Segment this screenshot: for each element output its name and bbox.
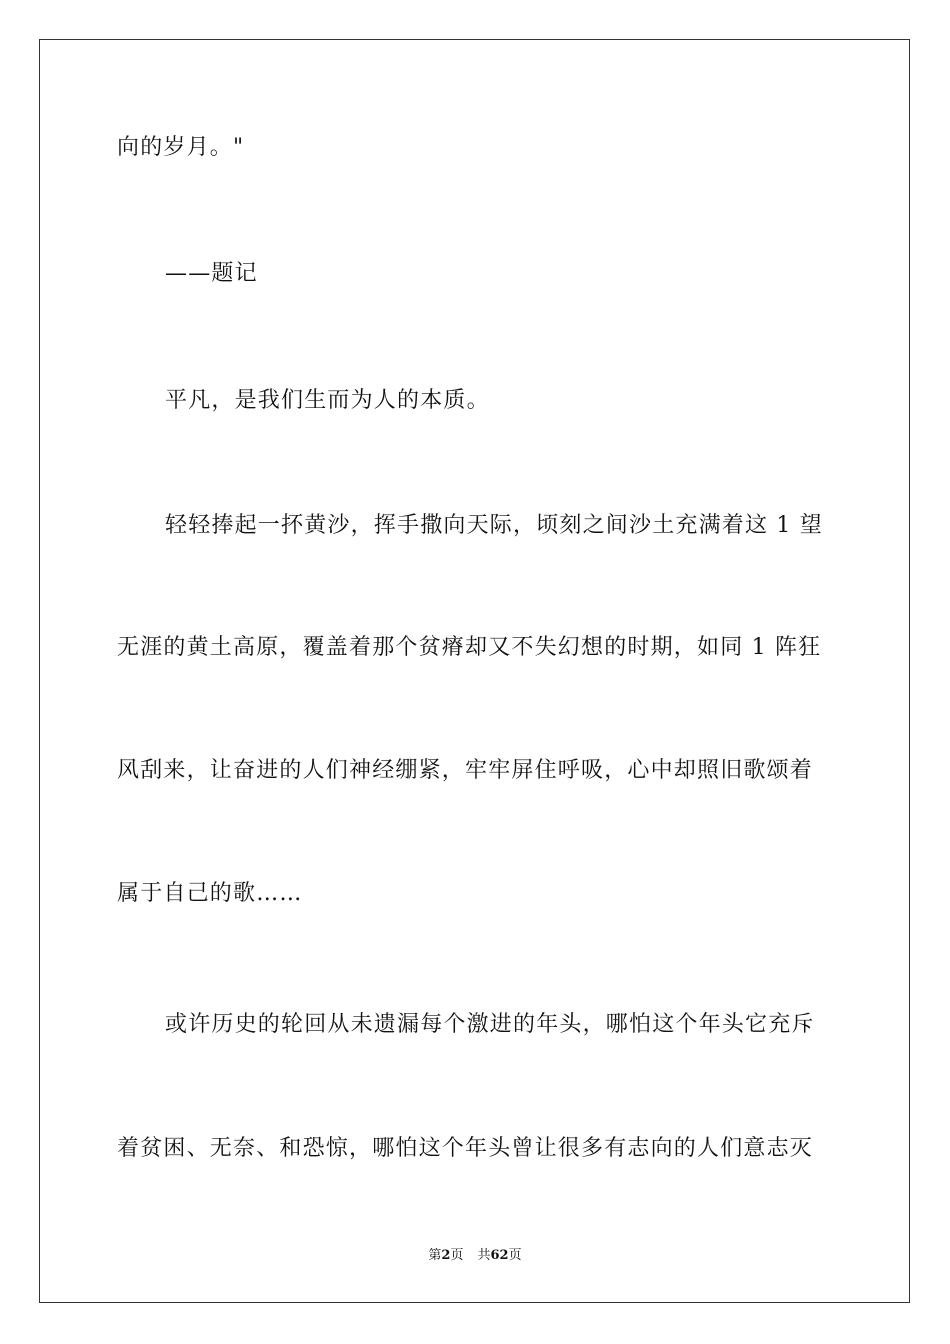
text-line-paragraph-3-line-2: 着贫困、无奈、和恐惊，哪怕这个年头曾让很多有志向的人们意志灭: [117, 1136, 814, 1161]
text-line-1: 向的岁月。": [117, 135, 245, 160]
text-line-paragraph-3-line-1: 或许历史的轮回从未遗漏每个激进的年头，哪怕这个年头它充斥: [165, 1012, 815, 1037]
footer-page-suffix: 页: [450, 1248, 464, 1263]
text-line-paragraph-2-line-4: 属于自己的歌……: [117, 881, 303, 906]
footer-total-suffix: 页: [508, 1248, 522, 1263]
footer-page-number: 2: [441, 1248, 451, 1263]
page-border: [39, 39, 910, 1303]
footer-page-prefix: 第: [428, 1248, 442, 1263]
text-line-paragraph-2-line-1: 轻轻捧起一抔黄沙，挥手撒向天际，顷刻之间沙土充满着这 1 望: [165, 513, 823, 538]
page-footer: [0, 1247, 950, 1265]
text-line-paragraph-2-line-3: 风刮来，让奋进的人们神经绷紧，牢牢屏住呼吸，心中却照旧歌颂着: [117, 758, 814, 783]
text-line-paragraph-1: 平凡，是我们生而为人的本质。: [165, 388, 490, 413]
text-line-epigraph-attribution: ——题记: [165, 261, 258, 286]
footer-total-pages: 62: [490, 1248, 509, 1263]
text-line-paragraph-2-line-2: 无涯的黄土高原，覆盖着那个贫瘠却又不失幻想的时期，如同 1 阵狂: [117, 635, 822, 660]
footer-total-prefix: 共: [477, 1248, 491, 1263]
